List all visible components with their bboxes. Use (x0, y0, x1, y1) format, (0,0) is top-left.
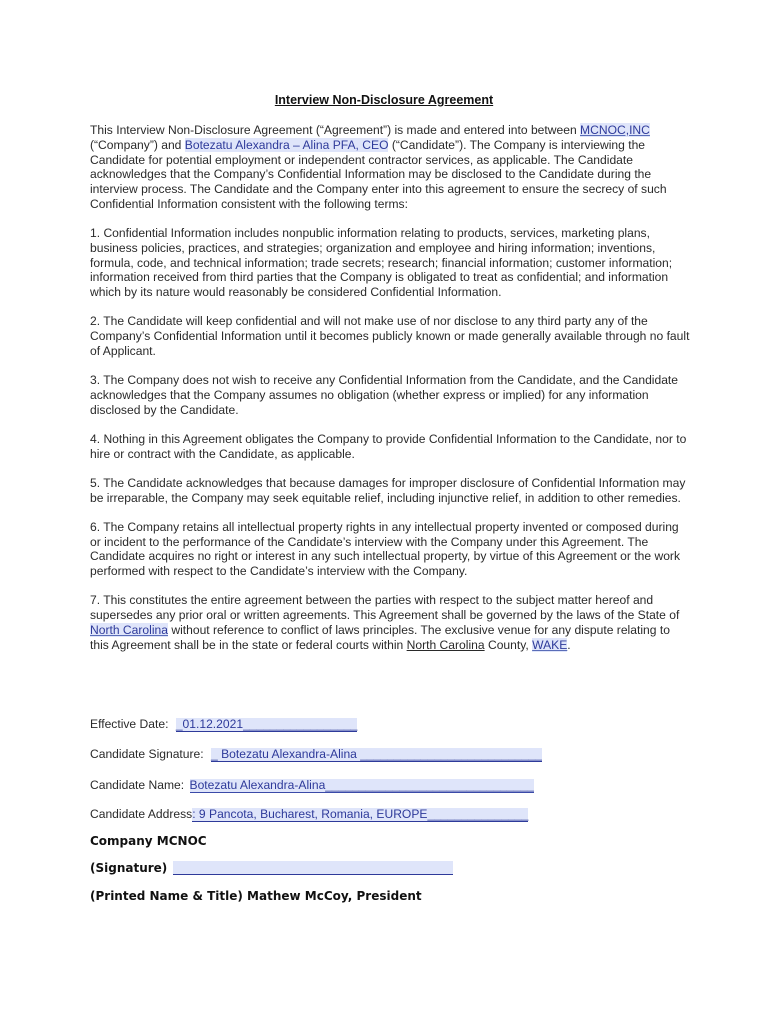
candidate-signature-label: Candidate Signature: (90, 747, 204, 761)
clause-3: 3. The Company does not wish to receive any Confidential Information from the Candidate, and the Candidate acknowledges that the Company assumes no obligation (whether express or implied) for any information disclosed by the Candidate. (90, 373, 679, 417)
effective-date-field[interactable]: _01.12.2021_________________ (175, 717, 358, 731)
printed-name-title-line: (Printed Name & Title) Mathew McCoy, President (90, 889, 422, 903)
clause-4: 4. Nothing in this Agreement obligates the Company to provide Confidential Information to the Candidate, nor to hire or contract with the Candidate, as applicable. (90, 431, 687, 461)
clause-7-text-4: . (567, 637, 571, 652)
candidate-address-row (90, 807, 528, 822)
candidate-name-row (90, 778, 534, 793)
document-title: Interview Non-Disclosure Agreement (274, 93, 494, 107)
clause-7-text-2: without reference to conflict of laws principles. The exclusive venue for any dispute relating to this Agreement shall be in the state or federal courts within (90, 622, 670, 652)
candidate-name-input[interactable]: Botezatu Alexandra-Alina_______________________________ (189, 778, 534, 792)
clause-5: 5. The Candidate acknowledges that because damages for improper disclosure of Confidential Information may be irreparable, the Company may seek equitable relief, including injunctive relief, in addition to other remedies. (90, 475, 686, 505)
effective-date-row (90, 717, 357, 732)
venue-state-field[interactable]: North Carolina (406, 637, 485, 652)
candidate-address-label: Candidate Address (90, 807, 193, 821)
clause-1: 1. Confidential Information includes nonpublic information relating to products, services, marketing plans, business policies, practices, and strategies; organization and employee and hiring information; inventions, formula, code, and technical information; trade secrets; research; financial information; customer information; information received from third parties that the Company is obligated to treat as confidential; and information which by its nature would reasonably be considered Confidential Information. (90, 226, 673, 299)
clause-7-text-1: 7. This constitutes the entire agreement between the parties with respect to the subject matter hereof and supersedes any prior oral or written agreements. This Agreement shall be governed by the laws of the State of (90, 593, 680, 622)
clause-7-text-3: County, (484, 637, 533, 652)
candidate-name-label: Candidate Name: (90, 778, 185, 792)
candidate-name-field[interactable]: Botezatu Alexandra – Alina PFA, CEO (184, 137, 389, 152)
agreement-body (90, 123, 690, 667)
company-name-line: Company MCNOC (90, 834, 207, 848)
intro-paragraph (90, 123, 690, 212)
intro-text-1: This Interview Non-Disclosure Agreement (“Agreement”) is made and entered into between (90, 123, 581, 137)
intro-text-2: (“Company”) and (90, 137, 185, 152)
company-signature-row (90, 861, 453, 875)
intro-text-3: (“Candidate”). The Company is interviewing the Candidate for potential employment or independent contractor services, as applicable. The Candidate acknowledges that the Company’s Confidential Information may be disclosed to the Candidate during the interview process. The Candidate and the Company enter into this agreement to ensure the secrecy of such Confidential Information consistent with the following terms: (90, 137, 667, 211)
governing-state-field[interactable]: North Carolina (90, 622, 168, 637)
company-signature-label: (Signature) (90, 861, 168, 875)
candidate-signature-field[interactable]: _ Botezatu Alexandra-Alina ___________________________ (211, 747, 542, 761)
candidate-signature-row (90, 747, 542, 762)
county-field[interactable]: WAKE (532, 637, 568, 652)
company-signature-field[interactable] (173, 861, 453, 875)
effective-date-label: Effective Date: (90, 717, 169, 731)
clause-6: 6. The Company retains all intellectual property rights in any intellectual property invented or composed during or incident to the performance of the Candidate’s interview with the Company under this Agreement. The Candidate acquires no right or interest in any such intellectual property, by virtue of this Agreement or the work performed with respect to the Candidate’s interview with the Company. (90, 519, 680, 578)
clause-2: 2. The Candidate will keep confidential and will not make use of nor disclose to any third party any of the Company’s Confidential Information until it becomes publicly known or made generally available through no fault of Applicant. (90, 314, 690, 358)
candidate-address-field[interactable]: : 9 Pancota, Bucharest, Romania, EUROPE_______________ (192, 807, 529, 821)
company-name-field[interactable]: MCNOC,INC (580, 123, 650, 137)
clause-7 (90, 593, 690, 652)
